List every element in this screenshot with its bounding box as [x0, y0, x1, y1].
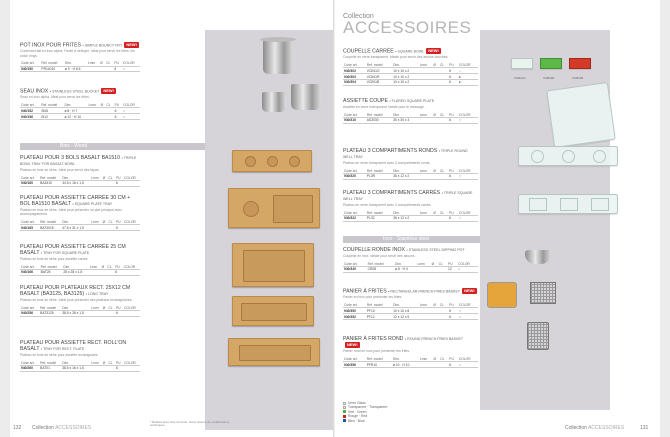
glass-bowl-transparent-image	[511, 58, 533, 69]
new-badge: NEW!	[347, 342, 358, 347]
product-title: PLATEAU POUR ASSIETTE CARRÉE 25 CM BASALT • TRAY FOR SQUARE PLATE	[20, 244, 126, 256]
product-description: Plateau en verre transparent avec 3 compartiments ronds.	[343, 161, 431, 165]
spec-table: Code art. Ref. model Dim. Lmm Ø CL PU COLOR 940/150 PR14010 ø 9 · H 8.5 6 ○	[20, 61, 140, 73]
legend-entry: Vert · Green	[343, 410, 387, 414]
product-title: COUPELLE RONDE INOX • STAINLESS STEEL DIPPING POT	[343, 247, 465, 253]
section-bar-wood: Bois - Wood	[20, 143, 205, 150]
product-description: Plateau en bois de hêtre. Idéal pour présenter des plateaux rectangulaires.	[20, 298, 133, 302]
new-badge: NEW!	[126, 42, 138, 47]
product-item	[20, 285, 140, 317]
product-title: PANIER À FRITES ROND • ROUND FRENCH FRIES BASKETNEW!	[343, 336, 464, 347]
new-badge: NEW!	[428, 48, 439, 53]
rect-board-image	[232, 296, 314, 326]
product-title: COUPELLE CARRÉE • SQUARE BOWL NEW!	[343, 48, 439, 55]
spec-table: Code art. Ref. model Dim. Lmm Ø CL PU COLOR 940/256 BAT3125 38,5 x 26 x 1,5 6	[20, 305, 140, 317]
left-page-number: 132	[13, 425, 22, 431]
three-bowl-board-image	[232, 150, 312, 172]
spec-table: Code art. Ref. model Dim. Lmm Ø CL PU COLOR 940/302 VCB11G 10 x 10 x 2 6 ● 940/303 VCB11R 10 x 10 x 2 6 ● 940/304 VCB11B 10 x 10 x 2 6 ●	[343, 63, 478, 86]
spec-table: Code art. Ref. model Dim. Lmm Ø CL PU COLOR 940/310 AS3030 30 x 30 x 3 6 ○	[343, 112, 478, 124]
legend-entry: Verre Glass	[343, 401, 387, 405]
product-description: Coupelle en inox. Idéale pour servir des sauces.	[343, 254, 416, 258]
product-title: PLATEAU POUR ASSIETTE RECT. ROLL'ON BASALT • TRAY FOR RECT. PLATE	[20, 340, 127, 352]
product-item	[343, 48, 478, 86]
spec-table: Code art. Ref. model Dim. Lmm Ø CL PU COLOR 940/356 PFR10 ø 10 · H 10 6 ○	[343, 357, 478, 369]
glass-square-well-tray-image	[518, 194, 618, 214]
legend-entry: Bleu · Blue	[343, 419, 387, 423]
product-title: ASSIETTE COUPE • FLARED SQUARE PLATE	[343, 98, 435, 104]
right-page	[335, 0, 660, 437]
right-page-number: 131	[640, 425, 649, 431]
product-title: PLATEAU 3 COMPARTIMENTS RONDS • TRIPLE ROUND WELL TRAY	[343, 148, 468, 159]
product-description: Panier rond en inox pour présenter les frites.	[343, 349, 410, 354]
product-item	[343, 336, 478, 368]
product-item	[343, 98, 478, 124]
spec-table: Code art. Ref. model Dim. Lmm Ø CL PU COLOR 940/320 PL3R 36 x 12 x 2 6 ○	[343, 168, 478, 180]
product-title: PLATEAU POUR PLATEAUX RECT. 25X12 CM BASALT (BA3125, BA3125) • LONG TRAY	[20, 285, 131, 297]
product-title: POT INOX POUR FRITES • SIMPLE BOUNCY FRY NEW!	[20, 42, 138, 49]
product-description: Plateau en bois de hêtre. Idéal pour présenter un plat principal avec accompagnement.	[20, 208, 122, 217]
bucket-small-image	[262, 92, 286, 112]
spec-table: Code art. Ref. model Dim. Lmm Ø CL PU COLOR 940/340 CR08 ø 8 · H 4 12 ○	[343, 261, 478, 273]
spec-table: Code art. Ref. model Dim. Lmm Ø CL PU COLOR 940/260 BAT01 38,5 x 16 x 1,5 6	[20, 360, 140, 372]
product-label: VCB11G	[514, 76, 526, 80]
product-description: Coupelle en verre transparent. Idéale pour servir des amuse-bouches.	[343, 55, 449, 60]
product-item	[20, 155, 140, 187]
fries-basket-with-fries-image	[487, 282, 517, 308]
square-plate-board-image	[228, 188, 320, 228]
product-item	[343, 288, 478, 320]
product-description: Contenant fait en inox alpha. Facile à nettoyer. Idéal pour servir les frites, les onion rings.	[20, 49, 135, 58]
glass-bowl-red-image	[569, 58, 591, 69]
product-description: Plateau en verre transparent avec 3 compartiments carrés.	[343, 203, 432, 207]
bucket-large-image	[291, 84, 321, 110]
spec-table: Code art. Ref. model Dim. Lmm Ø CL PU COLOR 940/166 BAT25 28 x 28 x 1,5 6	[20, 264, 140, 276]
product-label: VCB11B	[572, 76, 584, 80]
spec-table: Code art. Ref. model Dim. Lmm Ø CL PU COLOR 940/165 BAT3015 47,5 x 31 x 1,5 6	[20, 219, 140, 231]
rect-fries-basket-image	[530, 282, 556, 304]
product-description: Plateau en bois de hêtre pour assiette rectangulaire.	[20, 353, 99, 357]
product-title: SEAU INOX • STAINLESS STEEL BUCKET NEW!	[20, 88, 114, 95]
glass-bowl-green-image	[540, 58, 562, 69]
dipping-pot-image	[525, 250, 551, 264]
left-page	[10, 0, 335, 437]
product-item	[20, 195, 140, 231]
product-item	[20, 244, 140, 276]
spec-table: Code art. Ref. model Dim. Lmm Ø CL PU COLOR 940/152 SI08 ø 8 · H 7 6 ○ 940/156 SI12 ø 12 · H 10 6 ○	[20, 103, 140, 120]
right-footer-collection: Collection ACCESSOIRES	[565, 425, 625, 431]
spec-table: Code art. Ref. model Dim. Lmm Ø CL PU COLOR 940/322 PL3C 36 x 12 x 2 6 ○	[343, 210, 478, 222]
legend-entry: Rouge · Red	[343, 414, 387, 418]
new-badge: NEW!	[103, 88, 114, 93]
glass-plate-image	[546, 82, 615, 148]
product-title: PANIER À FRITES • RECTANGULAR FRENCH FRIES BASKET NEW!	[343, 288, 475, 295]
collection-big-title: ACCESSOIRES	[343, 18, 472, 37]
rollon-board-image	[228, 338, 320, 366]
product-item	[343, 247, 478, 273]
fry-pot-rim-image	[260, 37, 296, 42]
product-item	[20, 340, 140, 372]
color-legend	[343, 401, 387, 423]
product-title: PLATEAU POUR ASSIETTE CARRÉE 30 CM + BOL BA1510 BASALT • SQUARE PLATE TRAY	[20, 195, 131, 207]
product-item	[343, 190, 478, 222]
glass-round-well-tray-image	[518, 146, 618, 166]
square-25-board-image	[232, 243, 314, 287]
product-item	[20, 42, 140, 72]
product-item	[20, 88, 140, 120]
left-footer-collection: Collection ACCESSOIRES	[32, 425, 92, 431]
new-badge: NEW!	[464, 288, 475, 293]
product-description: Assiette en verre transparent. Idéale pour le dressage.	[343, 105, 425, 109]
product-description: Plateau en bois de hêtre. Idéal pour servir des tapas.	[20, 168, 100, 172]
product-title: PLATEAU 3 COMPARTIMENTS CARRÉS • TRIPLE SQUARE WELL TRAY	[343, 190, 473, 201]
product-description: Panier en inox pour présenter les frites.	[343, 295, 403, 300]
section-bar-stainless: Inox - Stainless steel	[343, 236, 480, 243]
product-label: VCB11R	[543, 76, 555, 80]
spec-table: Code art. Ref. model Dim. Lmm Ø CL PU COLOR 940/350 PF10 10 x 10 x 8 6 ○ 940/352 PF12 12 x 12 x 9 6 ○	[343, 303, 478, 320]
collection-small-title: Collection	[343, 13, 374, 20]
round-fries-basket-image	[527, 322, 549, 350]
product-description: Plateau en bois de hêtre pour assiette carrée.	[20, 257, 89, 261]
fry-pot-image	[263, 40, 293, 74]
spec-table: Code art. Ref. model Dim. Lmm Ø CL PU COLOR 940/160 BA1510 44,5 x 16 x 1,5 6	[20, 175, 140, 187]
product-title: PLATEAU POUR 3 BOLS BASALT BA1510 • TRIPLE BOWL TRAY FOR BASALT BOWL	[20, 155, 137, 166]
left-footnote: * Réalisé avec bois de hêtre. Sous réserve de modifications techniques.	[150, 419, 230, 428]
product-description: Seau en inox alpha. Idéal pour servir les frites.	[20, 95, 90, 100]
legend-entry: Transparent · Transparent	[343, 405, 387, 409]
product-item	[343, 148, 478, 180]
